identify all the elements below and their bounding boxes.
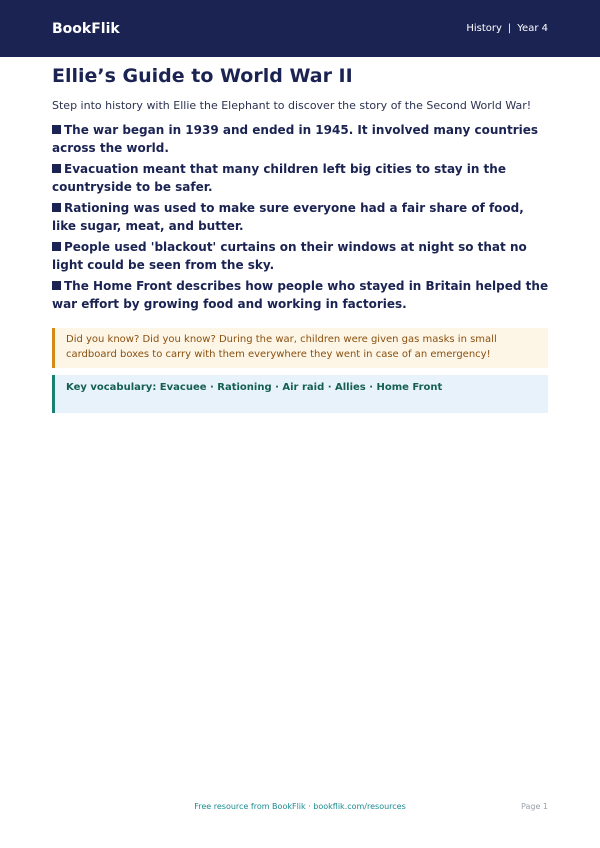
key-vocabulary-box: Key vocabulary: Evacuee · Rationing · Air raid · Allies · Home Front bbox=[52, 375, 548, 413]
subject-label: History bbox=[466, 23, 502, 34]
list-item bbox=[52, 121, 550, 157]
square-bullet-icon bbox=[52, 281, 61, 290]
brand-logo-text[interactable]: BookFlik bbox=[52, 20, 120, 37]
list-item bbox=[52, 277, 550, 313]
header-meta bbox=[466, 23, 548, 34]
list-item-text: The war began in 1939 and ended in 1945. It involved many countries across the world. bbox=[52, 123, 539, 155]
square-bullet-icon bbox=[52, 242, 61, 251]
list-item-text: The Home Front describes how people who stayed in Britain helped the war effort by growing food and working in factories. bbox=[52, 279, 549, 311]
year-label: Year 4 bbox=[517, 23, 548, 34]
square-bullet-icon bbox=[52, 164, 61, 173]
fact-list bbox=[52, 121, 550, 316]
page-number: Page 1 bbox=[521, 802, 548, 811]
list-item-text: People used 'blackout' curtains on their windows at night so that no light could be seen from the sky. bbox=[52, 240, 527, 272]
square-bullet-icon bbox=[52, 125, 61, 134]
list-item bbox=[52, 199, 550, 235]
intro-text: Step into history with Ellie the Elephant to discover the story of the Second World War! bbox=[52, 99, 532, 112]
square-bullet-icon bbox=[52, 203, 61, 212]
list-item-text: Evacuation meant that many children left big cities to stay in the countryside to be safer. bbox=[52, 162, 506, 194]
list-item-text: Rationing was used to make sure everyone had a fair share of food, like sugar, meat, and butter. bbox=[52, 201, 524, 233]
page-footer bbox=[0, 802, 600, 816]
did-you-know-box: Did you know? Did you know? During the war, children were given gas masks in small cardboard boxes to carry with them everywhere they went in case of an emergency! bbox=[52, 328, 548, 368]
footer-link-text[interactable]: Free resource from BookFlik · bookflik.com/resources bbox=[194, 802, 406, 811]
list-item bbox=[52, 238, 550, 274]
page-title: Ellie’s Guide to World War II bbox=[52, 65, 353, 87]
page-header bbox=[0, 0, 600, 57]
list-item bbox=[52, 160, 550, 196]
meta-separator: | bbox=[507, 23, 512, 34]
